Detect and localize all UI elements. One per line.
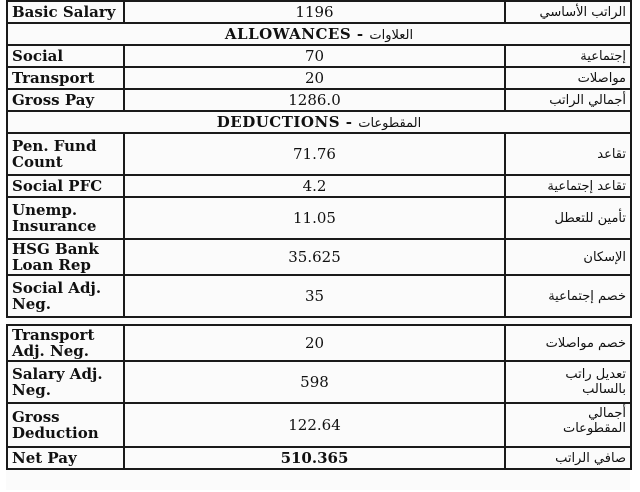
gross-pay-label: Gross Pay: [7, 89, 124, 111]
allowance-label: Transport: [7, 67, 124, 89]
deduction-label-ar: خصم مواصلات: [505, 325, 631, 361]
deduction-value: 20: [124, 325, 505, 361]
deduction-label-line2: Neg.: [12, 295, 51, 313]
gross-deduction-value: 122.64: [124, 403, 505, 447]
deduction-row: [7, 275, 631, 317]
deduction-label-ar: الإسكان: [505, 239, 631, 275]
deduction-row: [7, 175, 631, 197]
allowance-label: Social: [7, 45, 124, 67]
deduction-row: [7, 361, 631, 403]
gross-pay-row: [7, 89, 631, 111]
gross-deduction-label-line1: Gross: [12, 408, 60, 426]
salary-table: [6, 0, 632, 470]
net-pay-row: [7, 447, 631, 469]
deduction-label-ar-line2: بالسالب: [582, 382, 626, 397]
deduction-value: 598: [124, 361, 505, 403]
deduction-label: [7, 133, 124, 175]
deduction-label-ar-line1: تعديل راتب: [565, 367, 626, 382]
deduction-label: Social PFC: [7, 175, 124, 197]
gross-pay-value: 1286.0: [124, 89, 505, 111]
deduction-label-line1: Pen. Fund: [12, 137, 97, 155]
basic-salary-label-ar: الراتب الأساسي: [505, 1, 631, 23]
allowance-row: [7, 45, 631, 67]
deduction-value: 4.2: [124, 175, 505, 197]
deduction-label: [7, 239, 124, 275]
allowance-row: [7, 67, 631, 89]
allowance-value: 70: [124, 45, 505, 67]
deduction-value: 35.625: [124, 239, 505, 275]
deduction-label: [7, 325, 124, 361]
gross-deduction-label-ar: [505, 403, 631, 447]
deduction-value: 35: [124, 275, 505, 317]
row-spacer-cell: [7, 317, 631, 325]
salary-slip: [6, 0, 630, 490]
gross-pay-label-ar: أجمالي الراتب: [505, 89, 631, 111]
row-spacer: [7, 317, 631, 325]
deduction-label-ar: [505, 361, 631, 403]
deduction-label-line1: Salary Adj.: [12, 365, 103, 383]
deduction-label-ar: تقاعد: [505, 133, 631, 175]
gross-deduction-label-ar-line2: المقطوعات: [562, 421, 626, 436]
deduction-row: [7, 197, 631, 239]
deduction-row: [7, 239, 631, 275]
basic-salary-value: 1196: [124, 1, 505, 23]
basic-salary-row: [7, 1, 631, 23]
basic-salary-label: Basic Salary: [7, 1, 124, 23]
deduction-label-line2: Neg.: [12, 381, 51, 399]
deduction-value: 71.76: [124, 133, 505, 175]
deduction-label: [7, 275, 124, 317]
deduction-label-line1: Social Adj.: [12, 279, 102, 297]
deductions-header-ar: المقطوعات: [358, 116, 422, 131]
deduction-label-line1: HSG Bank: [12, 240, 99, 258]
gross-deduction-row: [7, 403, 631, 447]
net-pay-value: 510.365: [124, 447, 505, 469]
deduction-label-line2: Insurance: [12, 217, 97, 235]
allowance-value: 20: [124, 67, 505, 89]
deduction-row: [7, 133, 631, 175]
allowances-header: ALLOWANCES - العلاوات: [7, 23, 631, 45]
gross-deduction-label-line2: Deduction: [12, 424, 99, 442]
gross-deduction-label: [7, 403, 124, 447]
allowances-header-en: ALLOWANCES: [224, 25, 352, 43]
deduction-label-ar: تأمين للتعطل: [505, 197, 631, 239]
net-pay-label-ar: صافي الراتب: [505, 447, 631, 469]
deduction-label-line2: Count: [12, 153, 63, 171]
deduction-label: [7, 361, 124, 403]
allowances-header-row: [7, 23, 631, 45]
deduction-label-ar: خصم إجتماعية: [505, 275, 631, 317]
allowances-header-ar: العلاوات: [369, 28, 414, 43]
deduction-label-ar: تقاعد إجتماعية: [505, 175, 631, 197]
allowance-label-ar: إجتماعية: [505, 45, 631, 67]
deductions-header: DEDUCTIONS - المقطوعات: [7, 111, 631, 133]
deduction-label-line2: Adj. Neg.: [12, 342, 89, 360]
deduction-label-line1: Transport: [12, 326, 95, 344]
deduction-label-line2: Loan Rep: [12, 256, 91, 274]
allowance-label-ar: مواصلات: [505, 67, 631, 89]
deduction-value: 11.05: [124, 197, 505, 239]
gross-deduction-label-ar-line1: أجمالي: [588, 406, 626, 421]
deduction-row: [7, 325, 631, 361]
deductions-header-en: DEDUCTIONS: [216, 113, 341, 131]
deduction-label-line1: Unemp.: [12, 201, 78, 219]
deductions-header-row: [7, 111, 631, 133]
deduction-label: [7, 197, 124, 239]
net-pay-label: Net Pay: [7, 447, 124, 469]
